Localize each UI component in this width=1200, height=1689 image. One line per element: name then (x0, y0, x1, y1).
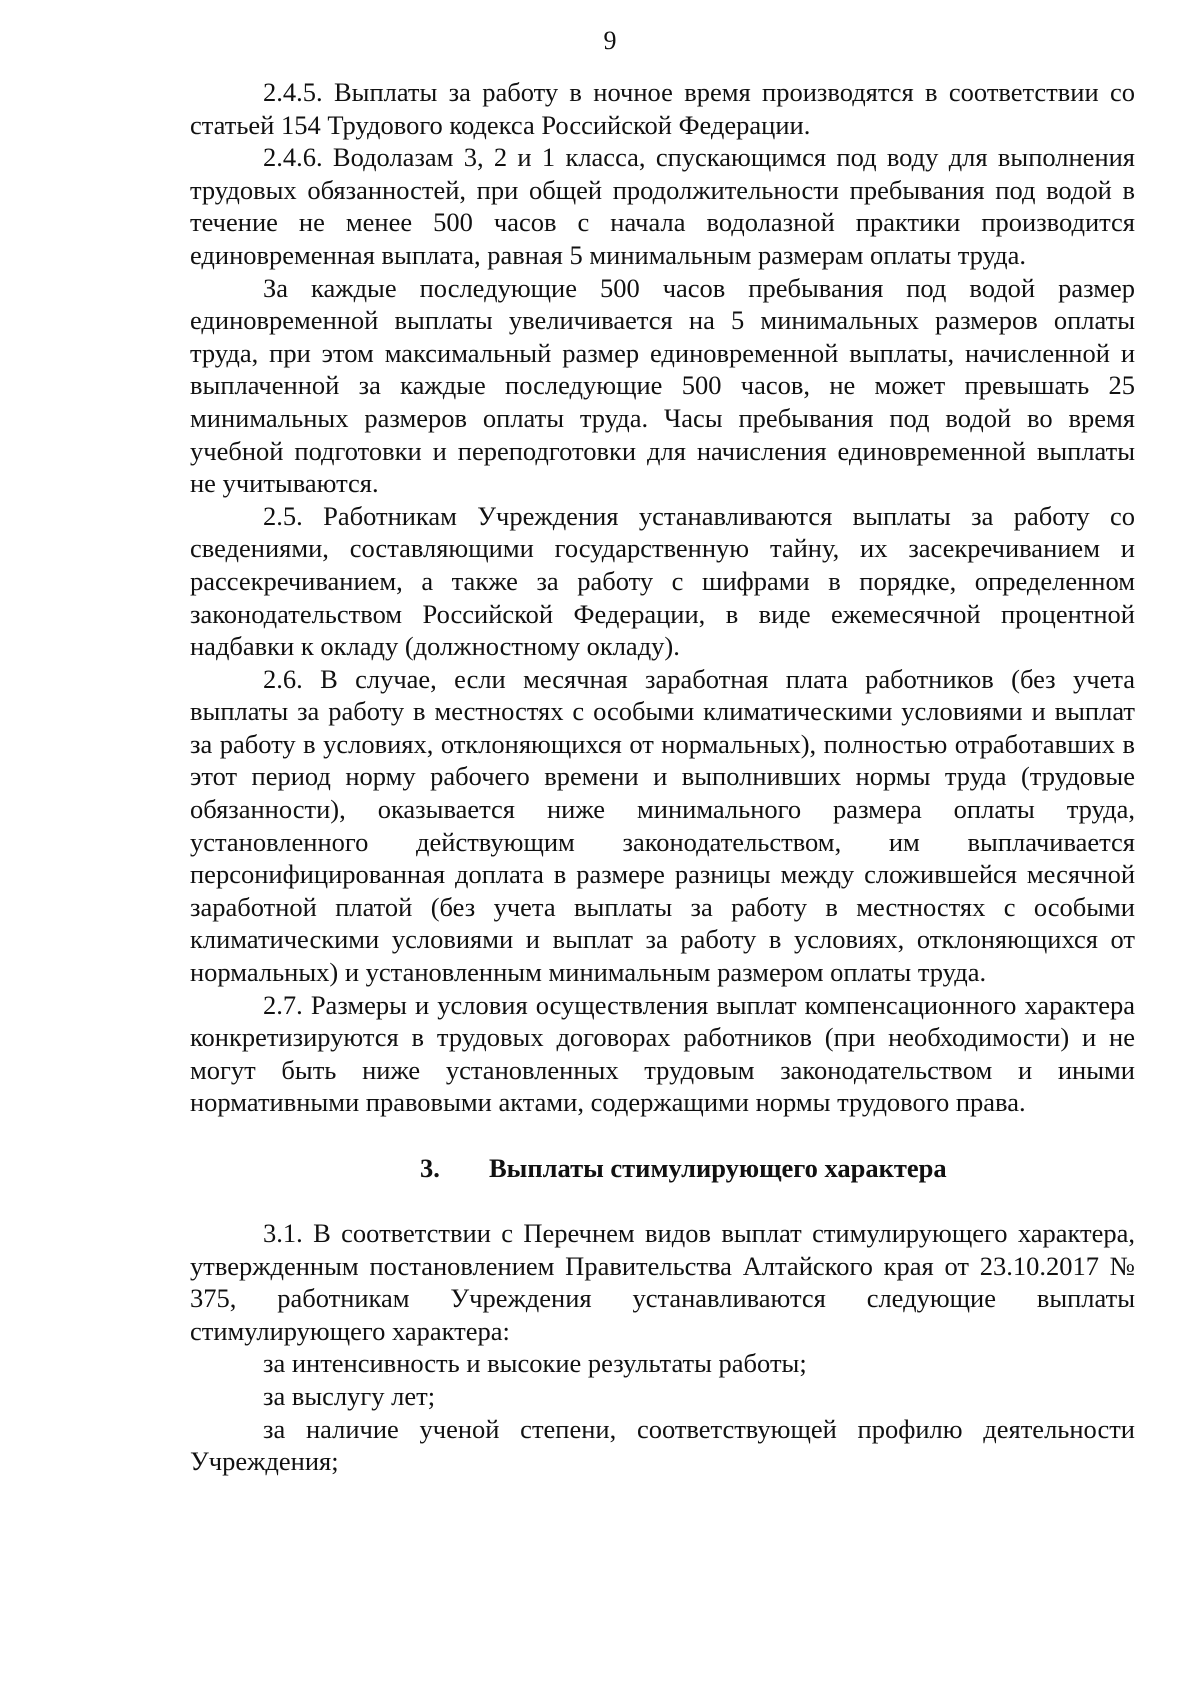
paragraph-3-1: 3.1. В соответствии с Перечнем видов выплат стимулирующего характера, утвержденным постановлением Правительства Алтайского края от 23.10.2017 № 375, работникам Учреждения устанавливаются следующие выплаты стимулирующего характера: (190, 1218, 1135, 1346)
list-item-academic-degree: за наличие ученой степени, соответствующей профилю деятельности Учреждения; (190, 1413, 1135, 1477)
list-item-intensity: за интенсивность и высокие результаты работы; (263, 1348, 807, 1379)
paragraph-2-6: 2.6. В случае, если месячная заработная плата работников (без учета выплаты за работу в местностях с особыми климатическими условиями и выплат за работу в условиях, отклоняющихся от нормальных), полностью отработавших в этот период норму рабочего времени и выполнивших нормы труда (трудовые обязанности), оказывается ниже минимального размера оплаты труда, установленного действующим законодательством, им выплачивается персонифицированная доплата в размере разницы между сложившейся месячной заработной платой (без учета выплаты за работу в местностях с особыми климатическими условиями и выплат за работу в условиях, отклоняющихся от нормальных) и установленным минимальным размером оплаты труда. (190, 663, 1135, 988)
paragraph-2-5: 2.5. Работникам Учреждения устанавливаются выплаты за работу со сведениями, составляющими государственную тайну, их засекречиванием и рассекречиванием, а также за работу с шифрами в порядке, определенном законодательством Российской Федерации, в виде ежемесячной процентной надбавки к окладу (должностному окладу). (190, 500, 1135, 662)
paragraph-2-7: 2.7. Размеры и условия осуществления выплат компенсационного характера конкретизируются в трудовых договорах работников (при необходимости) и не могут быть ниже установленных трудовым законодательством и иными нормативными правовыми актами, содержащими нормы трудового права. (190, 989, 1135, 1118)
section-heading (190, 1148, 1135, 1188)
paragraph-2-4-6: 2.4.6. Водолазам 3, 2 и 1 класса, спускающимся под воду для выполнения трудовых обязанностей, при общей продолжительности пребывания под водой в течение не менее 500 часов с начала водолазной практики производится единовременная выплата, равная 5 минимальным размерам оплаты труда. (190, 142, 1135, 270)
document-body (190, 76, 1135, 1478)
paragraph-2-4-5: 2.4.5. Выплаты за работу в ночное время производятся в соответствии со статьей 154 Трудового кодекса Российской Федерации. (190, 77, 1135, 140)
page-number: 9 (603, 26, 617, 55)
section-number: 3. (420, 1153, 440, 1183)
list-item-seniority: за выслугу лет; (263, 1380, 436, 1411)
paragraph-2-4-6-continued: За каждые последующие 500 часов пребывания под водой размер единовременной выплаты увеличивается на 5 минимальных размеров оплаты труда, при этом максимальный размер единовременной выплаты, начисленной и выплаченной за каждые последующие 500 часов, не может превышать 25 минимальных размеров оплаты труда. Часы пребывания под водой во время учебной подготовки и переподготовки для начисления единовременной выплаты не учитываются. (190, 272, 1135, 499)
section-title: Выплаты стимулирующего характера (489, 1153, 947, 1183)
